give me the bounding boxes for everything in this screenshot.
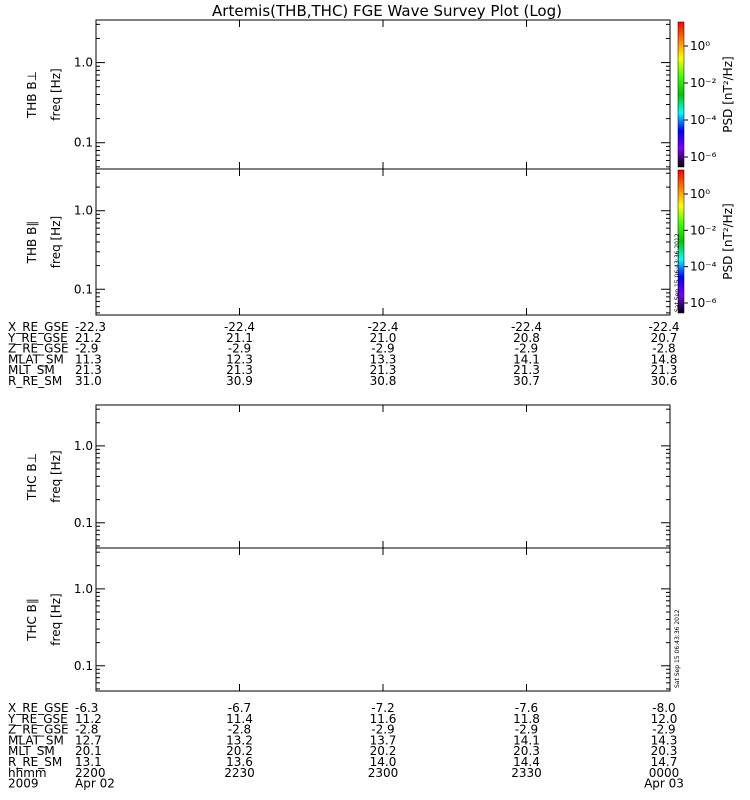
- colorbar-label: PSD [nT²/Hz]: [721, 203, 735, 280]
- ephemeris-value: -2.9: [75, 341, 99, 356]
- ephemeris-label: MLAT_SM: [8, 352, 64, 367]
- plot-title: Artemis(THB,THC) FGE Wave Survey Plot (Log): [212, 2, 562, 20]
- ephemeris-value: 13.7: [369, 733, 397, 748]
- ephemeris-value: 2230: [224, 765, 255, 780]
- colorbar-gradient: [678, 22, 684, 167]
- ephemeris-label: X_RE_GSE: [8, 320, 69, 334]
- ephemeris-value: 11.8: [513, 711, 540, 726]
- ephemeris-value: 13.2: [226, 733, 253, 748]
- ephemeris-value: 14.0: [369, 755, 397, 769]
- ephemeris-value: -6.3: [75, 701, 99, 715]
- panel-label: THB B⊥: [25, 70, 39, 119]
- ephemeris-label: Y_RE_GSE: [8, 711, 68, 726]
- ephemeris-value: 11.2: [75, 711, 102, 726]
- ephemeris-value: -2.9: [371, 341, 395, 356]
- y-tick-label: 0.1: [73, 282, 93, 297]
- ephemeris-value: -2.9: [652, 722, 676, 737]
- ephemeris-value: -22.4: [510, 320, 543, 334]
- panel-thb-bpar: [25, 169, 681, 315]
- colorbar-label: PSD [nT²/Hz]: [721, 56, 735, 133]
- colorbar-tick-label: 10⁻⁶: [690, 150, 717, 164]
- ephemeris-value: -2.9: [227, 341, 252, 356]
- ephemeris-value: 13.1: [75, 755, 102, 769]
- ephemeris-value: 14.4: [513, 755, 540, 769]
- ephemeris-value: 14.3: [650, 733, 678, 748]
- colorbar-tick-label: 10⁻⁴: [690, 113, 717, 127]
- freq-axis-label: freq [Hz]: [49, 450, 63, 503]
- ephemeris-label: MLT_SM: [8, 744, 55, 759]
- ephemeris-value: 20.2: [226, 744, 253, 759]
- date-row: [8, 777, 684, 791]
- ephemeris-label: Z_RE_GSE: [8, 722, 69, 737]
- ephemeris-value: 12.3: [226, 352, 253, 367]
- freq-axis-label: freq [Hz]: [49, 68, 63, 121]
- ephemeris-value: 20.3: [650, 744, 678, 759]
- ephemeris-value: 31.0: [75, 374, 102, 388]
- colorbar-tick-label: 10⁻²: [690, 76, 717, 90]
- ephemeris-value: -22.3: [75, 320, 107, 334]
- year-label: 2009: [8, 776, 39, 791]
- ephemeris-label: X_RE_GSE: [8, 701, 69, 715]
- colorbar-tick-label: 10⁰: [690, 39, 711, 53]
- panel-thb-bperp: [25, 20, 670, 169]
- colorbar-tick-label: 10⁻⁶: [690, 296, 717, 310]
- ephemeris-value: -22.4: [367, 320, 399, 334]
- ephemeris-label: Z_RE_GSE: [8, 341, 69, 356]
- ephemeris-label: hhmm: [8, 765, 47, 780]
- ephemeris-value: -7.6: [514, 701, 539, 715]
- ephemeris-value: 21.3: [650, 363, 678, 378]
- ephemeris-value: -2.8: [227, 722, 252, 737]
- ephemeris-thb: [7, 320, 680, 388]
- ephemeris-label: R_RE_SM: [8, 374, 63, 388]
- y-tick-label: 1.0: [73, 581, 93, 596]
- ephemeris-value: 30.6: [650, 374, 678, 388]
- colorbar-tick-label: 10⁻⁴: [690, 259, 717, 274]
- ephemeris-label: Y_RE_GSE: [8, 330, 68, 345]
- ephemeris-value: 13.6: [226, 755, 253, 769]
- ephemeris-label: MLT_SM: [8, 363, 55, 378]
- ephemeris-value: 30.9: [226, 374, 253, 388]
- panel-thc-bperp: [25, 405, 670, 548]
- panel-frame: [96, 20, 670, 169]
- ephemeris-value: 20.1: [75, 744, 102, 759]
- ephemeris-value: 11.3: [75, 352, 102, 367]
- ephemeris-thc: [7, 701, 679, 780]
- ephemeris-value: 0000: [648, 765, 680, 780]
- ephemeris-value: -2.9: [371, 722, 395, 737]
- ephemeris-value: 13.3: [369, 352, 397, 367]
- y-tick-label: 0.1: [73, 658, 93, 673]
- ephemeris-value: -22.4: [223, 320, 256, 334]
- start-date: Apr 02: [75, 776, 115, 791]
- ephemeris-value: 21.3: [75, 363, 102, 378]
- ephemeris-label: MLAT_SM: [8, 733, 64, 748]
- ephemeris-value: 30.7: [513, 374, 540, 388]
- ephemeris-value: 20.8: [513, 330, 540, 345]
- ephemeris-value: -2.9: [514, 341, 539, 356]
- spectrogram-panels: [25, 20, 681, 691]
- y-tick-label: 1.0: [73, 438, 93, 453]
- ephemeris-value: 2200: [75, 765, 106, 780]
- panel-label: THC B⊥: [25, 452, 39, 501]
- ephemeris-value: 12.0: [650, 711, 678, 726]
- y-tick-label: 0.1: [73, 135, 93, 150]
- panel-thc-bpar: [25, 548, 681, 691]
- ephemeris-value: 2300: [367, 765, 399, 780]
- y-tick-label: 0.1: [73, 515, 93, 530]
- ephemeris-value: 14.7: [650, 755, 678, 769]
- ephemeris-label: R_RE_SM: [8, 755, 63, 769]
- ephemeris-value: 11.4: [226, 711, 253, 726]
- ephemeris-value: 21.3: [369, 363, 397, 378]
- ephemeris-value: 20.3: [513, 744, 540, 759]
- ephemeris-value: 21.1: [226, 330, 253, 345]
- ephemeris-value: 21.0: [369, 330, 397, 345]
- ephemeris-value: 14.8: [650, 352, 678, 367]
- ephemeris-value: 21.2: [75, 330, 102, 345]
- panel-label: THB B∥: [25, 220, 39, 264]
- colorbar-tick-label: 10⁰: [690, 187, 711, 201]
- ephemeris-value: -2.9: [514, 722, 539, 737]
- timestamp-stamp: Sat Sep 15 06:43:36 2012: [674, 609, 681, 688]
- ephemeris-value: 14.1: [513, 352, 540, 367]
- ephemeris-value: 11.6: [369, 711, 397, 726]
- colorbar-thb-bperp: [678, 22, 735, 167]
- ephemeris-value: -8.0: [652, 701, 676, 715]
- ephemeris-value: 20.7: [650, 330, 678, 345]
- ephemeris-value: -7.2: [371, 701, 395, 715]
- ephemeris-value: 20.2: [369, 744, 397, 759]
- ephemeris-value: 12.7: [75, 733, 102, 748]
- freq-axis-label: freq [Hz]: [49, 215, 63, 269]
- ephemeris-value: 21.3: [226, 363, 253, 378]
- panel-frame: [96, 169, 670, 315]
- timestamp-stamp: Sat Sep 15 06:43:36 2012: [674, 233, 681, 312]
- ephemeris-value: -6.7: [227, 701, 252, 715]
- y-tick-label: 1.0: [73, 55, 93, 70]
- ephemeris-value: -22.4: [648, 320, 680, 334]
- ephemeris-value: 21.3: [513, 363, 540, 378]
- ephemeris-value: -2.8: [75, 722, 99, 737]
- colorbars: [678, 22, 735, 313]
- end-date: Apr 03: [644, 776, 684, 791]
- colorbar-thb-bpar: [678, 170, 735, 313]
- ephemeris-tables: [7, 320, 684, 791]
- panel-frame: [96, 405, 670, 548]
- colorbar-tick-label: 10⁻²: [690, 223, 717, 238]
- y-tick-label: 1.0: [73, 203, 93, 218]
- ephemeris-value: 2330: [511, 765, 542, 780]
- ephemeris-value: 14.1: [513, 733, 540, 748]
- freq-axis-label: freq [Hz]: [49, 593, 63, 646]
- panel-label: THC B∥: [25, 598, 39, 641]
- ephemeris-value: 30.8: [369, 374, 397, 388]
- panel-frame: [96, 548, 670, 691]
- ephemeris-value: -2.8: [652, 341, 676, 356]
